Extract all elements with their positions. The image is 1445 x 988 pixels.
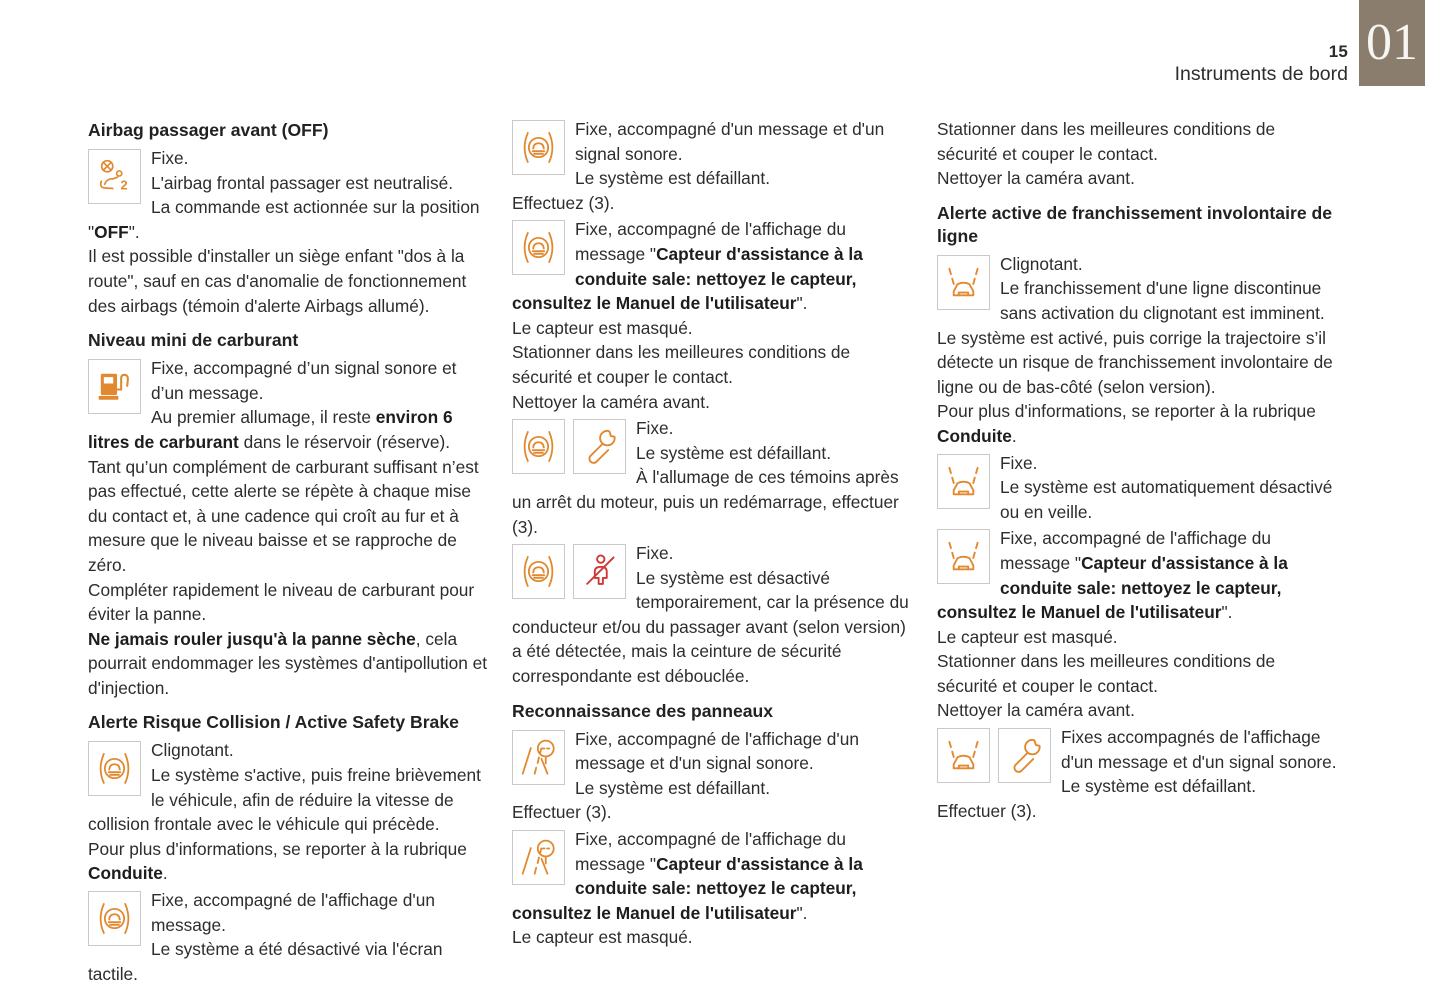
warning-text: Le capteur est masqué. <box>937 626 1118 647</box>
warning-entry <box>937 725 1337 823</box>
warning-text: Fixe, accompagné de l'affichage du message "Capteur d'assistance à la conduite sale: nettoyez le capteur, consultez le Manuel de l'utilisateur". <box>937 528 1288 623</box>
column-2 <box>512 117 912 952</box>
warning-text: Le capteur est masqué. <box>512 317 693 338</box>
page-header <box>1175 42 1348 86</box>
seatbelt-unfastened-icon <box>573 544 626 599</box>
fuel-min-level-icon <box>88 359 141 414</box>
lane-departure-icon <box>937 728 990 783</box>
warning-text: Nettoyer la caméra avant. <box>937 168 1135 189</box>
warning-text: Effectuez (3). <box>512 192 615 213</box>
lane-departure-icon <box>937 529 990 584</box>
warning-text: Fixe, accompagné d’un signal sonore et d’un message. <box>151 358 457 403</box>
warning-text: Le franchissement d'une ligne discontinue sans activation du clignotant est imminent. <box>1000 278 1325 323</box>
collision-risk-icon <box>512 419 565 474</box>
collision-risk-icon <box>512 544 565 599</box>
warning-text: Fixe. <box>1000 452 1038 473</box>
collision-risk-icon <box>512 220 565 275</box>
warning-text: Stationner dans les meilleures conditions de sécurité et couper le contact. <box>512 342 851 387</box>
warning-text: Pour plus d'informations, se reporter à la rubrique Conduite. <box>937 401 1316 446</box>
section-heading-airbag: Airbag passager avant (OFF) <box>88 120 329 140</box>
warning-entry <box>512 416 912 539</box>
warning-text: Le système est désactivé temporairement, car la présence du conducteur et/ou du passager avant (selon version) a été détectée, mais la ceinture de sécurité correspondante est débouclée. <box>512 567 909 687</box>
warning-text: Effectuer (3). <box>512 802 612 823</box>
warning-entry <box>88 146 488 318</box>
warning-text: Le système a été désactivé via l'écran tactile. <box>88 939 443 984</box>
warning-text: Le système est défaillant. <box>575 168 770 189</box>
warning-entry <box>937 526 1337 723</box>
warning-text: Au premier allumage, il reste environ 6 litres de carburant dans le réservoir (réserve). <box>88 407 453 452</box>
warning-text: Fixe, accompagné d'un message et d'un signal sonore. <box>575 119 885 164</box>
section-heading-panneaux: Reconnaissance des panneaux <box>512 700 774 721</box>
section-heading-collision: Alerte Risque Collision / Active Safety Brake <box>88 712 459 733</box>
warning-text: Fixe, accompagné de l'affichage d'un message et d'un signal sonore. <box>575 728 859 774</box>
section-heading-lane: Alerte active de franchissement involontaire de ligne <box>937 202 1333 246</box>
warning-text: Clignotant. <box>1000 253 1083 274</box>
warning-text: À l'allumage de ces témoins après un arrêt du moteur, puis un redémarrage, effectuer (3). <box>512 467 899 537</box>
warning-text: Tant qu’un complément de carburant suffisant n’est pas effectué, cette alerte se répète à chaque mise du contact et, à une cadence qui croît au fur et à mesure que le niveau baisse et se rapproche de zéro. <box>88 456 479 575</box>
page-number: 15 <box>1328 42 1348 61</box>
wrench-service-icon <box>573 419 626 474</box>
warning-text: La commande est actionnée sur la position "OFF". <box>88 197 480 242</box>
warning-text: Le système est activé, puis corrige la trajectoire s’il détecte un risque de franchissement involontaire de ligne ou de bas-côté (selon version). <box>937 327 1333 397</box>
warning-entry <box>512 541 912 689</box>
chapter-title: Instruments de bord <box>1174 63 1348 85</box>
warning-text: L'airbag frontal passager est neutralisé. <box>151 172 454 193</box>
lane-departure-icon <box>937 454 990 509</box>
warning-text: Fixe. <box>636 543 674 564</box>
warning-text: Ne jamais rouler jusqu'à la panne sèche, cela pourrait endommager les systèmes d'antipollution et d'injection. <box>88 628 488 698</box>
warning-text: Clignotant. <box>151 740 234 761</box>
collision-risk-icon <box>512 120 565 175</box>
wrench-service-icon <box>998 728 1051 783</box>
collision-risk-icon <box>88 891 141 946</box>
warning-text: Stationner dans les meilleures conditions de sécurité et couper le contact. <box>937 119 1276 164</box>
warning-text: Fixe, accompagné de l'affichage du message "Capteur d'assistance à la conduite sale: nettoyez le capteur, consultez le Manuel de l'utilisateur". <box>512 219 863 314</box>
warning-entry <box>88 738 488 886</box>
warning-text: Fixe. <box>151 148 189 168</box>
warning-entry <box>88 888 488 986</box>
warning-text: Compléter rapidement le niveau de carburant pour éviter la panne. <box>88 579 475 625</box>
road-sign-recognition-icon <box>512 830 565 885</box>
warning-entry <box>512 217 912 414</box>
warning-text: Fixe, accompagné de l'affichage du message "Capteur d'assistance à la conduite sale: nettoyez le capteur, consultez le Manuel de l'utilisateur". <box>512 829 863 923</box>
column-1 <box>88 117 488 988</box>
warning-text: Effectuer (3). <box>937 800 1037 821</box>
warning-text: Le système est défaillant. <box>636 442 831 463</box>
airbag-passenger-off-icon <box>88 149 141 204</box>
warning-entry <box>512 727 912 825</box>
warning-text: Le système est défaillant. <box>575 777 770 798</box>
warning-text: Le capteur est masqué. <box>512 927 693 948</box>
warning-text: Nettoyer la caméra avant. <box>937 700 1135 721</box>
warning-text: Le système est défaillant. <box>1061 776 1256 797</box>
warning-text: Il est possible d'installer un siège enfant "dos à la route", sauf en cas d'anomalie de fonctionnement des airbags (témoin d'alerte Airbags allumé). <box>88 246 467 316</box>
road-sign-recognition-icon <box>512 730 565 785</box>
collision-risk-icon <box>88 741 141 796</box>
warning-entry <box>937 451 1337 525</box>
warning-text: Fixe. <box>636 418 674 439</box>
warning-text: Fixe, accompagné de l'affichage d'un message. <box>151 890 435 935</box>
warning-text: Fixes accompagnés de l'affichage d'un message et d'un signal sonore. <box>1061 727 1337 772</box>
chapter-number-tab <box>1359 0 1425 86</box>
warning-text: Stationner dans les meilleures conditions de sécurité et couper le contact. <box>937 651 1276 696</box>
warning-entry <box>88 356 488 700</box>
chapter-number: 01 <box>1366 14 1418 71</box>
warning-text: Nettoyer la caméra avant. <box>512 391 710 412</box>
column-3 <box>937 117 1337 825</box>
section-heading-fuel: Niveau mini de carburant <box>88 330 299 351</box>
warning-entry <box>937 252 1337 449</box>
warning-text: Le système est automatiquement désactivé ou en veille. <box>1000 477 1333 522</box>
warning-entry <box>937 117 1337 191</box>
lane-departure-icon <box>937 255 990 310</box>
warning-entry <box>512 827 912 950</box>
warning-text: Le système s'active, puis freine brièvement le véhicule, afin de réduire la vitesse de collision frontale avec le véhicule qui précède. <box>88 765 481 835</box>
warning-entry <box>512 117 912 215</box>
warning-text: Pour plus d'informations, se reporter à la rubrique Conduite. <box>88 838 467 884</box>
